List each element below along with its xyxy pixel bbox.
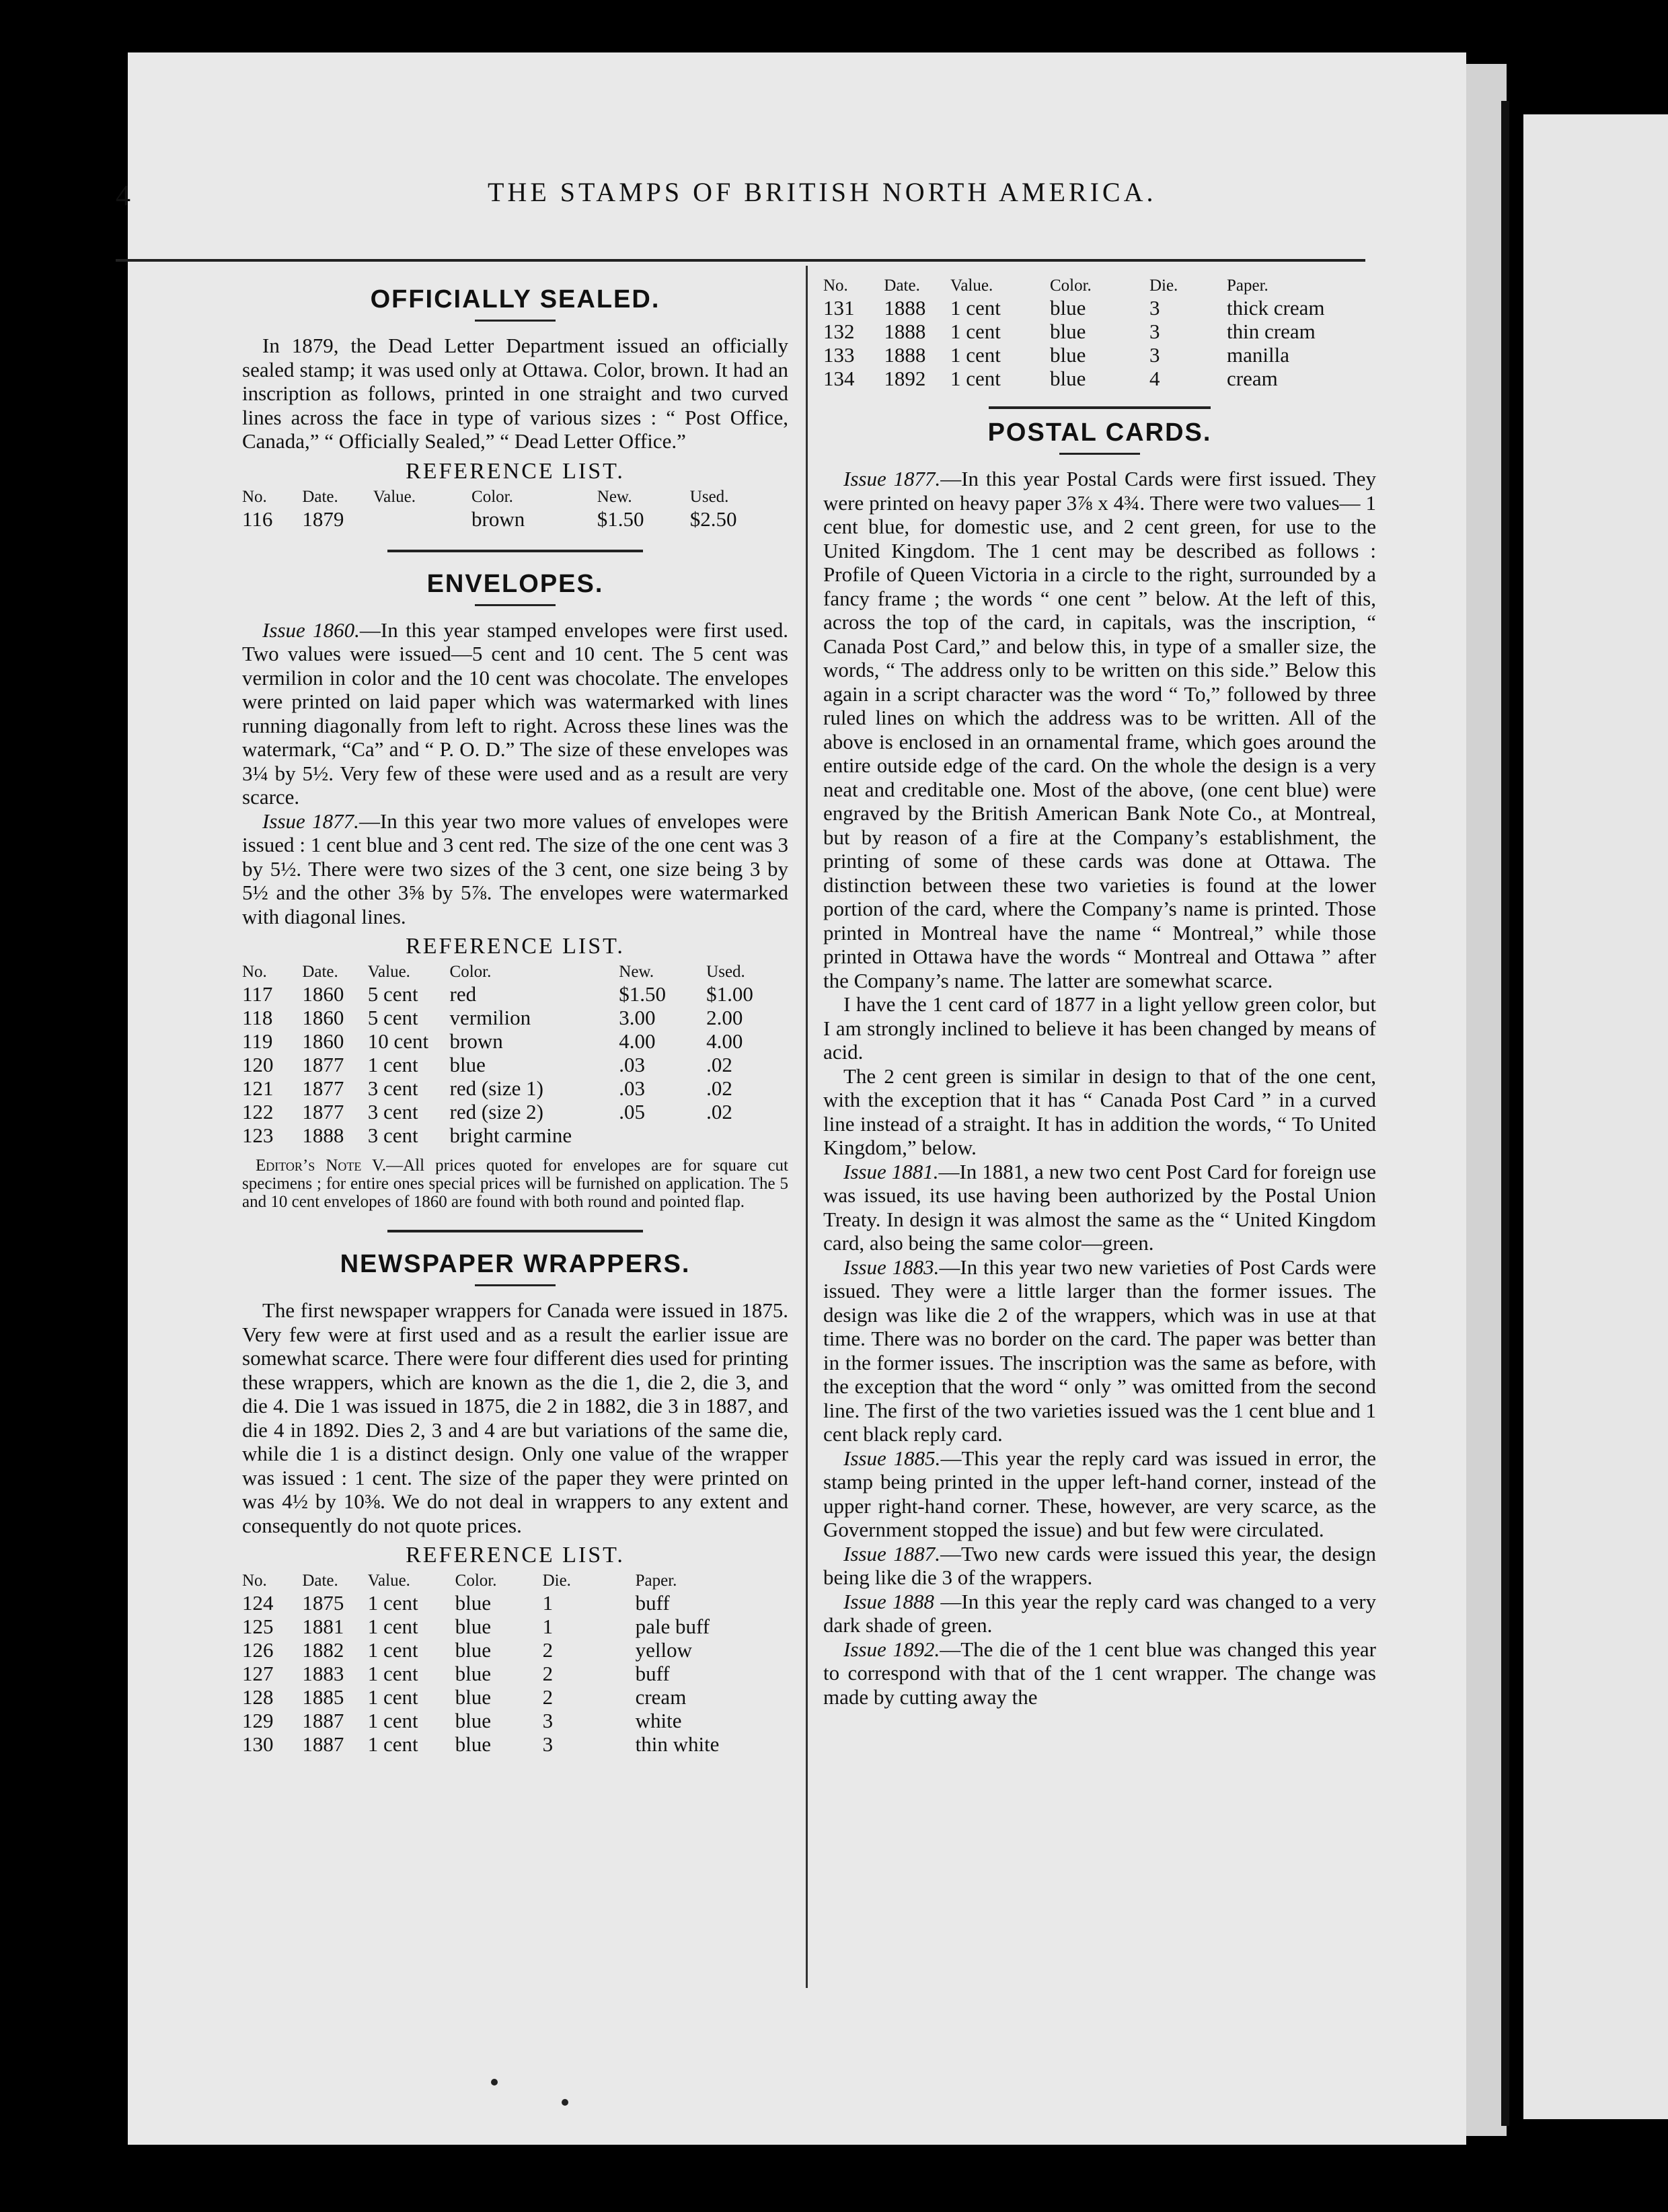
cell-fifth: 1 <box>542 1591 554 1615</box>
cell-color: red (size 1) <box>449 1076 543 1100</box>
cell-color: blue <box>1049 296 1086 320</box>
cell-date: 1877 <box>302 1100 344 1123</box>
issue-label: Issue 1877. <box>843 467 941 490</box>
paragraph-text: —Two new cards were issued this year, the design being like die 3 of the wrappers. <box>823 1541 1376 1589</box>
table-row <box>823 296 1376 320</box>
cell-no: 134 <box>823 367 855 390</box>
cell-fifth: $1.50 <box>619 982 667 1006</box>
note-label: Editor’s Note V. <box>256 1156 387 1175</box>
table-row <box>242 1029 788 1053</box>
cell-value: 1 cent <box>367 1615 418 1638</box>
col-header: No. <box>242 487 267 506</box>
cell-value: 1 cent <box>950 343 1001 367</box>
cell-date: 1887 <box>302 1732 344 1756</box>
table-row <box>242 982 788 1006</box>
cell-fifth: 4.00 <box>619 1029 656 1053</box>
cell-value: 1 cent <box>367 1591 418 1615</box>
cell-fifth: .03 <box>619 1053 646 1076</box>
cell-value: 5 cent <box>367 1006 418 1029</box>
cell-color: blue <box>455 1732 492 1756</box>
newspaper-wrappers-paragraph: The first newspaper wrappers for Canada were issued in 1875. Very few were at first used and as a result the earlier issue are somewhat scarce. There were four different dies used for printing these wrappers, which are known as the die 1, die 2, die 3, and die 4. Die 1 was issued in 1875, die 2 in 1882, die 3 in 1887, and die 4 in 1892. Dies 2, 3 and 4 are but variations of the same die, while die 1 is a distinct design. Only one value of the wrapper was issued : 1 cent. The size of the paper they were printed on was 4½ by 10⅜. We do not deal in wrappers to any extent and consequently do not quote prices. <box>242 1298 788 1537</box>
cell-sixth: .02 <box>706 1053 732 1076</box>
cell-fifth: 2 <box>542 1685 554 1709</box>
issue-label: Issue 1881. <box>843 1159 939 1183</box>
cell-value: 1 cent <box>367 1662 418 1685</box>
cell-sixth: manilla <box>1227 343 1289 367</box>
table-row <box>242 1709 788 1732</box>
cell-color: blue <box>1049 320 1086 343</box>
issue-label: Issue 1892. <box>843 1637 940 1661</box>
cell-value: 1 cent <box>950 296 1001 320</box>
cell-fifth: 2 <box>542 1638 554 1662</box>
cell-color: blue <box>1049 367 1086 390</box>
postal-cards-paragraph-1881 <box>823 1160 1376 1255</box>
cell-value <box>373 507 471 531</box>
cell-no: 131 <box>823 296 855 320</box>
cell-color: blue <box>455 1662 492 1685</box>
cell-value: 1 cent <box>367 1638 418 1662</box>
cell-used: $2.50 <box>689 507 737 531</box>
postal-cards-paragraph-1888 <box>823 1590 1376 1637</box>
cell-no: 121 <box>242 1076 274 1100</box>
cell-color: vermilion <box>449 1006 531 1029</box>
table-row <box>242 1591 788 1615</box>
cell-date: 1875 <box>302 1591 344 1615</box>
cell-sixth: pale buff <box>635 1615 710 1638</box>
cell-color: brown <box>449 1029 503 1053</box>
cell-date: 1892 <box>884 367 926 390</box>
title-rule <box>475 1284 556 1286</box>
cell-value: 1 cent <box>950 367 1001 390</box>
left-column <box>242 276 788 1756</box>
cell-date: 1877 <box>302 1076 344 1100</box>
issue-label: Issue 1888 <box>843 1589 935 1613</box>
cell-color: bright carmine <box>449 1123 572 1147</box>
col-header: Paper. <box>1227 276 1268 295</box>
paragraph-text: —In this year two more values of envelopes were issued : 1 cent blue and 3 cent red. The size of the one cent was 3 by 5½. There were two sizes of the 3 cent, one size being 3 by 5½ and the other 3⅝ by 5⅞. The envelopes were watermarked with diagonal lines. <box>242 809 788 928</box>
cell-fifth: .03 <box>619 1076 646 1100</box>
table-row <box>242 1662 788 1685</box>
cell-fifth: 3 <box>542 1709 554 1732</box>
paragraph-text: —This year the reply card was issued in error, the stamp being printed in the upper left-hand corner, instead of the upper right-hand corner. These, however, are very scarce, as the Government stopped the issue) and but few were circulated. <box>823 1446 1376 1541</box>
cell-date: 1860 <box>302 1006 344 1029</box>
col-header: Value. <box>367 1572 410 1590</box>
right-column <box>823 276 1376 1709</box>
cell-color: blue <box>449 1053 486 1076</box>
postal-cards-paragraph-2-cent: The 2 cent green is similar in design to that of the one cent, with the exception that it has “ Canada Post Card ” in a curved line instead of a straight. It has in addition the words, “ To United Kingdom,” below. <box>823 1064 1376 1159</box>
cell-no: 128 <box>242 1685 274 1709</box>
cell-sixth: $1.00 <box>706 982 753 1006</box>
cell-no: 125 <box>242 1615 274 1638</box>
issue-label: Issue 1883. <box>843 1255 940 1279</box>
postal-cards-paragraph-1883 <box>823 1255 1376 1446</box>
issue-label: Issue 1860. <box>262 618 360 642</box>
cell-no: 116 <box>242 507 273 531</box>
cell-fifth <box>619 1123 706 1147</box>
reference-list-title: REFERENCE LIST. <box>406 458 625 484</box>
cell-date: 1887 <box>302 1709 344 1732</box>
table-row <box>242 1053 788 1076</box>
col-header: Date. <box>884 276 920 295</box>
col-header: Date. <box>302 487 338 506</box>
envelopes-paragraph-1860 <box>242 618 788 809</box>
paragraph-text: —In 1881, a new two cent Post Card for foreign use was issued, its use having been authorized by the Postal Union Treaty. In design it was almost the same as the “ United Kingdom card, also being the same color—green. <box>823 1159 1377 1255</box>
cell-value: 1 cent <box>367 1685 418 1709</box>
col-header: Used. <box>706 963 745 981</box>
col-header: New. <box>597 487 632 506</box>
cell-no: 118 <box>242 1006 273 1029</box>
cell-value: 1 cent <box>367 1709 418 1732</box>
cell-no: 120 <box>242 1053 274 1076</box>
facing-page-edge <box>1523 114 1668 2119</box>
cell-value: 3 cent <box>367 1076 418 1100</box>
table-row <box>823 343 1376 367</box>
page-fold <box>1501 101 1509 2126</box>
paragraph-text: —In this year Postal Cards were first issued. They were printed on heavy paper 3⅞ x 4¾. There were two values— 1 cent blue, for domestic use, and 2 cent green, for use to the United Kingdom. The 1 cent may be described as follows : Profile of Queen Victoria in a circle to the right, surrounded by a fancy frame ; the words “ one cent ” below. At the left of this, across the top of the card, in capitals, was the inscription, “ Canada Post Card,” and below this, in type of a smaller size, the words, “ The address only to be written on this side.” Below this again in a script character was the word “ To,” followed by three ruled lines on which the address was to be written. All of the above is enclosed in an ornamental frame, which goes around the entire outside edge of the card. On the whole the design is a very neat and creditable one. Most of the above, (one cent blue) were engraved by the British American Bank Note Co., at Montreal, but by reason of a fire at the Company’s establishment, the printing of some of these cards was done at Ottawa. The distinction between these two varieties is found at the lower portion of the card, where the Company’s name is printed. Those printed in Montreal have the name “ Montreal,” while those printed in Ottawa have the words “ Montreal and Ottawa ” after the Company’s name. The latter are somewhat scarce. <box>823 467 1376 992</box>
cell-date: 1888 <box>884 320 926 343</box>
table-row <box>242 1615 788 1638</box>
col-header: No. <box>242 1572 267 1590</box>
cell-color: blue <box>455 1591 492 1615</box>
section-title-postal-cards: POSTAL CARDS. <box>987 418 1212 447</box>
reference-list-title: REFERENCE LIST. <box>406 1543 625 1568</box>
col-header: Value. <box>367 963 410 981</box>
envelopes-table <box>242 962 788 1147</box>
col-header: Used. <box>689 487 729 506</box>
page-edge <box>1466 64 1507 2136</box>
cell-sixth: thin cream <box>1227 320 1316 343</box>
cell-sixth: 4.00 <box>706 1029 743 1053</box>
section-divider <box>387 550 643 552</box>
officially-sealed-paragraph: In 1879, the Dead Letter Department issued an officially sealed stamp; it was used only at Ottawa. Color, brown. It had an inscription as follows, printed in one straight and two curved lines across the face in type of various sizes : “ Post Office, Canada,” “ Officially Sealed,” “ Dead Letter Office.” <box>242 334 788 453</box>
cell-date: 1860 <box>302 982 344 1006</box>
wrappers-table-continued <box>823 276 1376 390</box>
cell-date: 1882 <box>302 1638 344 1662</box>
paragraph-text: —In this year two new varieties of Post Cards were issued. They were a little larger than the former issues. The design was like die 2 of the wrappers, which was in use at that time. There was no border on the card. The paper was better than in the former issues. The inscription was the same as before, with the exception that the word “ only ” was omitted from the second line. The first of the two varieties issued was the 1 cent blue and 1 cent black reply card. <box>823 1255 1376 1446</box>
cell-sixth: thin white <box>635 1732 720 1756</box>
section-title-newspaper-wrappers: NEWSPAPER WRAPPERS. <box>340 1250 691 1278</box>
cell-sixth: buff <box>635 1662 670 1685</box>
col-header: Color. <box>471 487 513 506</box>
cell-color: blue <box>455 1638 492 1662</box>
cell-no: 119 <box>242 1029 273 1053</box>
cell-no: 130 <box>242 1732 274 1756</box>
col-header: Die. <box>542 1572 571 1590</box>
cell-date: 1888 <box>302 1123 344 1147</box>
cell-sixth: .02 <box>706 1076 732 1100</box>
cell-value: 1 cent <box>950 320 1001 343</box>
postal-cards-paragraph-yellow-green: I have the 1 cent card of 1877 in a light yellow green color, but I am strongly inclined to believe it has been changed by means of acid. <box>823 992 1376 1064</box>
cell-date: 1888 <box>884 296 926 320</box>
header-rule <box>116 259 1365 262</box>
cell-color: blue <box>455 1615 492 1638</box>
cell-color: brown <box>471 507 525 531</box>
col-header: Date. <box>302 1572 338 1590</box>
paragraph-text: —The die of the 1 cent blue was changed this year to correspond with that of the 1 cent wrapper. The change was made by cutting away the <box>823 1637 1376 1709</box>
col-header: Date. <box>302 963 338 981</box>
table-row <box>242 1638 788 1662</box>
cell-date: 1879 <box>302 507 344 531</box>
title-rule <box>1059 453 1140 455</box>
issue-label: Issue 1877. <box>262 809 359 833</box>
cell-fifth: 3 <box>1149 320 1160 343</box>
cell-sixth: cream <box>635 1685 687 1709</box>
table-row <box>242 1100 788 1123</box>
cell-value: 1 cent <box>367 1732 418 1756</box>
cell-color: blue <box>1049 343 1086 367</box>
col-header: Color. <box>449 963 492 981</box>
col-header: No. <box>823 276 848 295</box>
cell-value: 5 cent <box>367 982 418 1006</box>
cell-color: blue <box>455 1709 492 1732</box>
table-row <box>242 1732 788 1756</box>
cell-fifth: 3 <box>542 1732 554 1756</box>
envelopes-paragraph-1877 <box>242 809 788 929</box>
speck <box>491 2079 498 2086</box>
title-rule <box>475 320 556 322</box>
cell-sixth: white <box>635 1709 682 1732</box>
col-header: New. <box>619 963 654 981</box>
speck <box>562 2099 568 2106</box>
cell-fifth: 3.00 <box>619 1006 656 1029</box>
cell-value: 1 cent <box>367 1053 418 1076</box>
cell-no: 123 <box>242 1123 274 1147</box>
cell-fifth: .05 <box>619 1100 646 1123</box>
paragraph-text: —In this year the reply card was changed to a very dark shade of green. <box>823 1589 1376 1637</box>
postal-cards-paragraph-1887 <box>823 1542 1376 1590</box>
cell-fifth: 3 <box>1149 343 1160 367</box>
paragraph-text: —In this year stamped envelopes were first used. Two values were issued—5 cent and 10 cent. The 5 cent was vermilion in color and the 10 cent was chocolate. The envelopes were printed on laid paper which was watermarked with lines running diagonally from left to right. Across these lines was the watermark, “Ca” and “ P. O. D.” The size of these envelopes was 3¼ by 5½. Very few of these were used and as a result are very scarce. <box>242 618 788 809</box>
table-row <box>242 1076 788 1100</box>
cell-date: 1881 <box>302 1615 344 1638</box>
column-rule <box>806 266 808 1988</box>
table-row <box>242 1123 788 1147</box>
section-divider <box>989 406 1211 409</box>
cell-date: 1860 <box>302 1029 344 1053</box>
cell-value: 3 cent <box>367 1123 418 1147</box>
cell-value: 3 cent <box>367 1100 418 1123</box>
cell-color: red (size 2) <box>449 1100 543 1123</box>
postal-cards-paragraph-1877 <box>823 467 1376 992</box>
cell-date: 1877 <box>302 1053 344 1076</box>
issue-label: Issue 1885. <box>843 1446 941 1470</box>
wrappers-table <box>242 1571 788 1756</box>
cell-sixth: .02 <box>706 1100 732 1123</box>
section-title-envelopes: ENVELOPES. <box>426 569 604 598</box>
table-row <box>242 507 788 531</box>
cell-no: 132 <box>823 320 855 343</box>
cell-value: 10 cent <box>367 1029 429 1053</box>
running-title: THE STAMPS OF BRITISH NORTH AMERICA. <box>488 177 1157 207</box>
reference-list-title: REFERENCE LIST. <box>406 934 625 959</box>
cell-fifth: 1 <box>542 1615 554 1638</box>
cell-fifth: 4 <box>1149 367 1160 390</box>
col-header: Paper. <box>635 1572 677 1590</box>
section-title-officially-sealed: OFFICIALLY SEALED. <box>370 285 660 314</box>
cell-fifth: 2 <box>542 1662 554 1685</box>
col-header: Value. <box>950 276 993 295</box>
cell-fifth: 3 <box>1149 296 1160 320</box>
cell-color: blue <box>455 1685 492 1709</box>
postal-cards-paragraph-1892 <box>823 1637 1376 1709</box>
col-header: No. <box>242 963 267 981</box>
postal-cards-paragraph-1885 <box>823 1446 1376 1542</box>
cell-sixth: yellow <box>635 1638 692 1662</box>
page-number: 4 <box>116 179 130 212</box>
editors-note <box>242 1156 788 1211</box>
cell-no: 127 <box>242 1662 274 1685</box>
cell-color: red <box>449 982 477 1006</box>
table-row <box>823 320 1376 343</box>
issue-label: Issue 1887. <box>843 1541 940 1565</box>
cell-no: 124 <box>242 1591 274 1615</box>
officially-sealed-table <box>242 487 788 531</box>
cell-sixth: thick cream <box>1227 296 1325 320</box>
cell-new: $1.50 <box>597 507 644 531</box>
cell-sixth <box>706 1123 788 1147</box>
cell-no: 126 <box>242 1638 274 1662</box>
cell-sixth: buff <box>635 1591 670 1615</box>
cell-sixth: cream <box>1227 367 1278 390</box>
cell-no: 133 <box>823 343 855 367</box>
cell-no: 122 <box>242 1100 274 1123</box>
table-row <box>242 1006 788 1029</box>
note-text: —All prices quoted for envelopes are for square cut specimens ; for entire ones special prices will be furnished on application. The 5 and 10 cent envelopes of 1860 are found with both round and pointed flap. <box>242 1156 788 1211</box>
cell-date: 1885 <box>302 1685 344 1709</box>
cell-date: 1883 <box>302 1662 344 1685</box>
table-row <box>823 367 1376 390</box>
cell-no: 129 <box>242 1709 274 1732</box>
col-header: Die. <box>1149 276 1178 295</box>
title-rule <box>475 604 556 606</box>
col-header: Value. <box>373 487 416 506</box>
col-header: Color. <box>1049 276 1092 295</box>
cell-date: 1888 <box>884 343 926 367</box>
section-divider <box>387 1230 643 1232</box>
col-header: Color. <box>455 1572 497 1590</box>
cell-sixth: 2.00 <box>706 1006 743 1029</box>
cell-no: 117 <box>242 982 273 1006</box>
table-row <box>242 1685 788 1709</box>
